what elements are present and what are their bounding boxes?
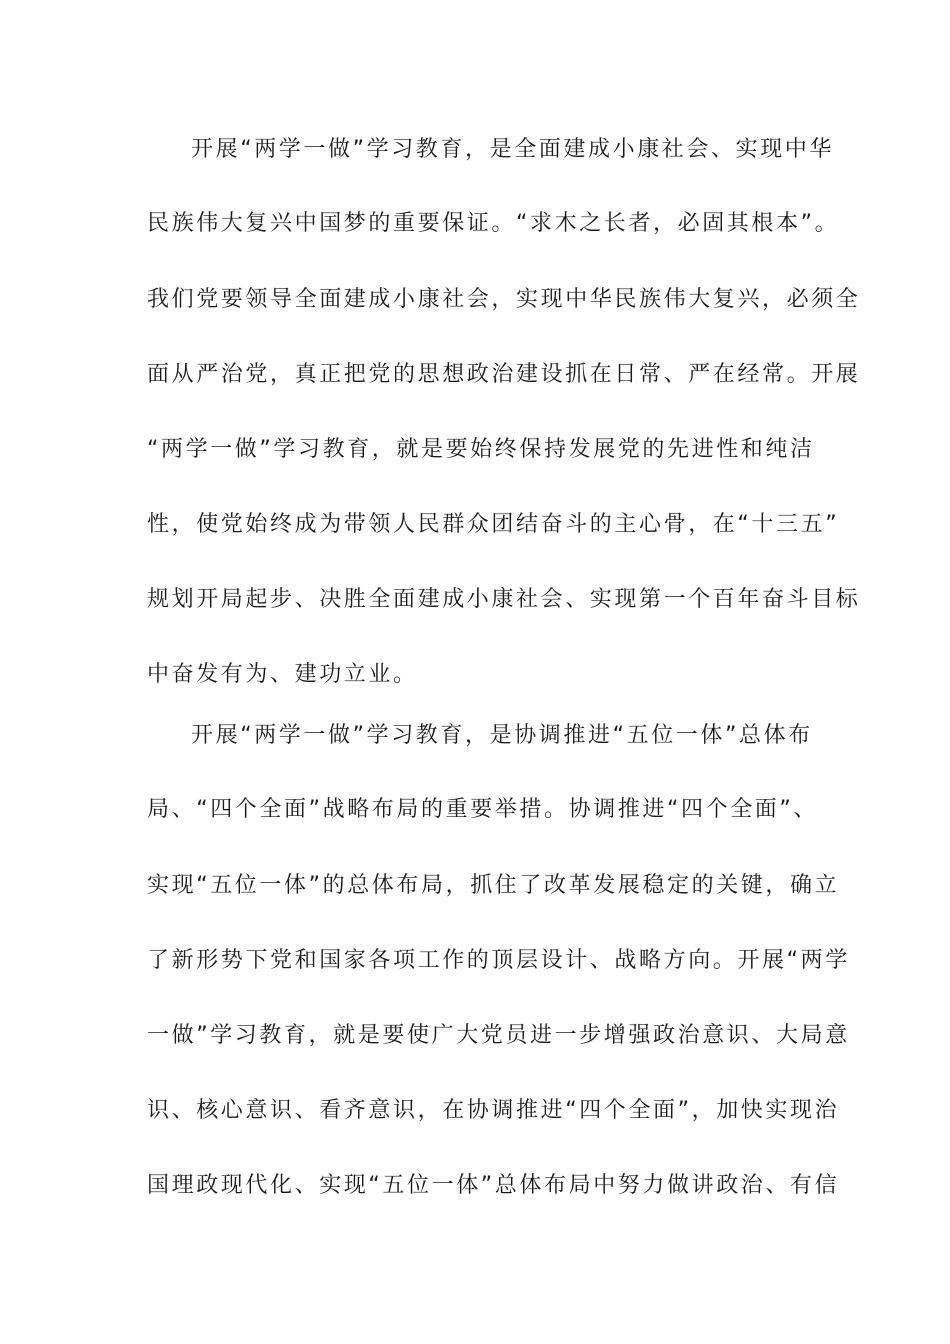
paragraph-1-line-8: 中奋发有为、建功立业。	[147, 662, 418, 687]
paragraph-1-line-2: 民族伟大复兴中国梦的重要保证。“求木之长者，必固其根本”。	[147, 211, 840, 236]
paragraph-1-line-4: 面从严治党，真正把党的思想政治建设抓在日常、严在经常。开展	[147, 362, 861, 387]
paragraph-1-line-3: 我们党要领导全面建成小康社会，实现中华民族伟大复兴，必须全	[147, 287, 861, 312]
paragraph-2-line-6: 识、核心意识、看齐意识，在协调推进“四个全面”，加快实现治	[147, 1098, 840, 1123]
paragraph-1-line-7: 规划开局起步、决胜全面建成小康社会、实现第一个百年奋斗目标	[147, 587, 861, 612]
paragraph-1-line-6: 性，使党始终成为带领人民群众团结奋斗的主心骨，在“十三五”	[147, 512, 840, 537]
paragraph-2-line-1: 开展“两学一做”学习教育，是协调推进“五位一体”总体布	[191, 723, 813, 748]
paragraph-2-line-5: 一做”学习教育，就是要使广大党员进一步增强政治意识、大局意	[147, 1023, 850, 1048]
paragraph-2-line-3: 实现“五位一体”的总体布局，抓住了改革发展稳定的关键，确立	[147, 873, 840, 898]
paragraph-2-line-4: 了新形势下党和国家各项工作的顶层设计、战略方向。开展“两学	[147, 948, 850, 973]
paragraph-1-line-5: “两学一做”学习教育，就是要始终保持发展党的先进性和纯洁	[147, 437, 815, 462]
paragraph-2-line-7: 国理政现代化、实现“五位一体”总体布局中努力做讲政治、有信	[147, 1173, 840, 1198]
paragraph-2-line-2: 局、“四个全面”战略布局的重要举措。协调推进“四个全面”、	[147, 797, 818, 822]
paragraph-1-line-1: 开展“两学一做”学习教育，是全面建成小康社会、实现中华	[191, 137, 834, 162]
